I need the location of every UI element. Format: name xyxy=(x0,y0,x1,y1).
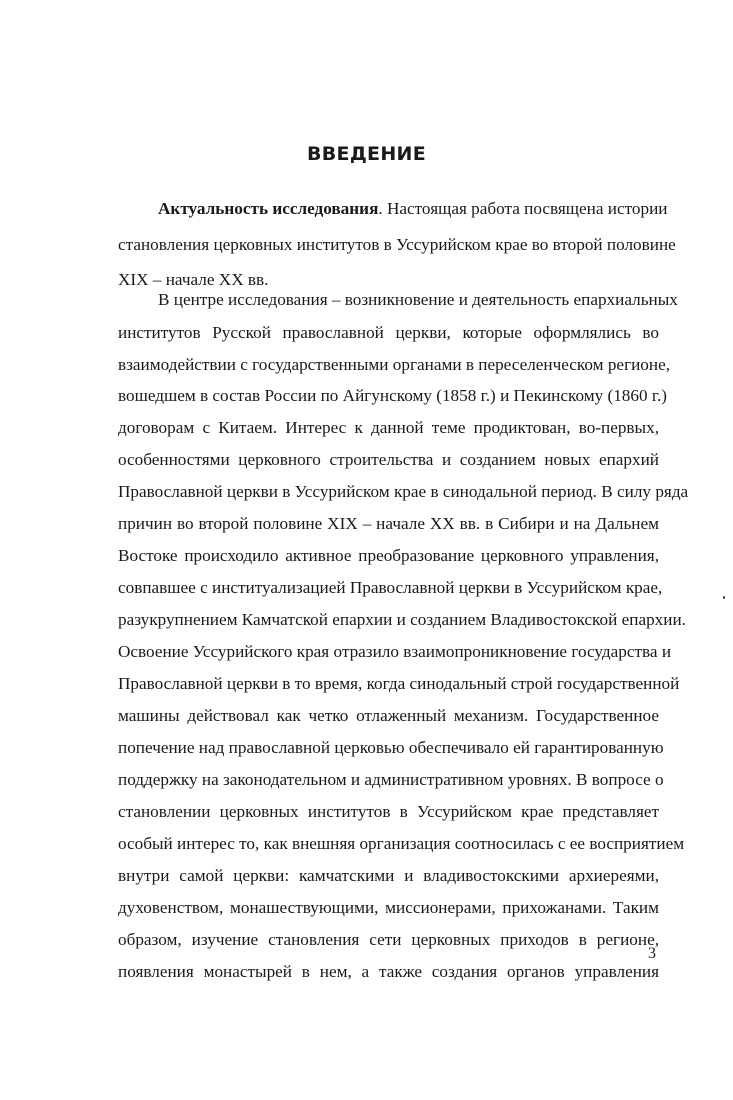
paragraph-line: взаимодействии с государственными органами в переселенческом регионе, xyxy=(118,355,671,374)
paragraph-line: особый интерес то, как внешняя организация соотносилась с ее восприятием xyxy=(118,834,685,853)
paragraph-line: внутри самой церкви: камчатскими и владивостокскими архиереями, xyxy=(118,866,659,885)
section-heading: ВВЕДЕНИЕ xyxy=(306,143,427,165)
paragraph-line: В центре исследования – возникновение и деятельность епархиальных xyxy=(158,290,678,309)
scan-speck xyxy=(723,596,725,599)
paragraph-line: становления церковных институтов в Уссурийском крае во второй половине xyxy=(118,235,676,254)
paragraph-line xyxy=(158,197,668,221)
paragraph-line: институтов Русской православной церкви, которые оформлялись во xyxy=(118,323,659,342)
paragraph-line: Востоке происходило активное преобразование церковного управления, xyxy=(118,546,659,565)
paragraph-line: совпавшее с институализацией Православной церкви в Уссурийском крае, xyxy=(118,578,663,597)
paragraph-line: вошедшем в состав России по Айгунскому (1858 г.) и Пекинскому (1860 г.) xyxy=(118,386,668,405)
relevance-lead: Актуальность исследования xyxy=(158,199,379,218)
paragraph-line: Православной церкви в то время, когда синодальный строй государственной xyxy=(118,674,680,693)
paragraph-line: появления монастырей в нем, а также создания органов управления xyxy=(118,962,659,981)
paragraph-line: попечение над православной церковью обеспечивало ей гарантированную xyxy=(118,738,664,757)
page-number: 3 xyxy=(648,945,656,962)
paragraph-line: договорам с Китаем. Интерес к данной теме продиктован, во-первых, xyxy=(118,418,659,437)
paragraph-line: машины действовал как четко отлаженный механизм. Государственное xyxy=(118,706,659,725)
paragraph-line: духовенством, монашествующими, миссионерами, прихожанами. Таким xyxy=(118,898,659,917)
paragraph-line: особенностями церковного строительства и созданием новых епархий xyxy=(118,450,659,469)
paragraph-line: разукрупнением Камчатской епархии и созданием Владивостокской епархии. xyxy=(118,610,686,629)
paragraph-line: Православной церкви в Уссурийском крае в синодальной период. В силу ряда xyxy=(118,482,689,501)
paragraph-line: образом, изучение становления сети церковных приходов в регионе, xyxy=(118,930,659,949)
relevance-lead-rest: . Настоящая работа посвящена истории xyxy=(378,199,668,218)
paragraph-line: поддержку на законодательном и административном уровнях. В вопросе о xyxy=(118,770,664,789)
paragraph-line: становлении церковных институтов в Уссурийском крае представляет xyxy=(118,802,659,821)
paragraph-line: Освоение Уссурийского края отразило взаимопроникновение государства и xyxy=(118,642,672,661)
paragraph-line: причин во второй половине XIX – начале XX вв. в Сибири и на Дальнем xyxy=(118,514,659,533)
paragraph-line: XIX – начале XX вв. xyxy=(118,270,269,289)
